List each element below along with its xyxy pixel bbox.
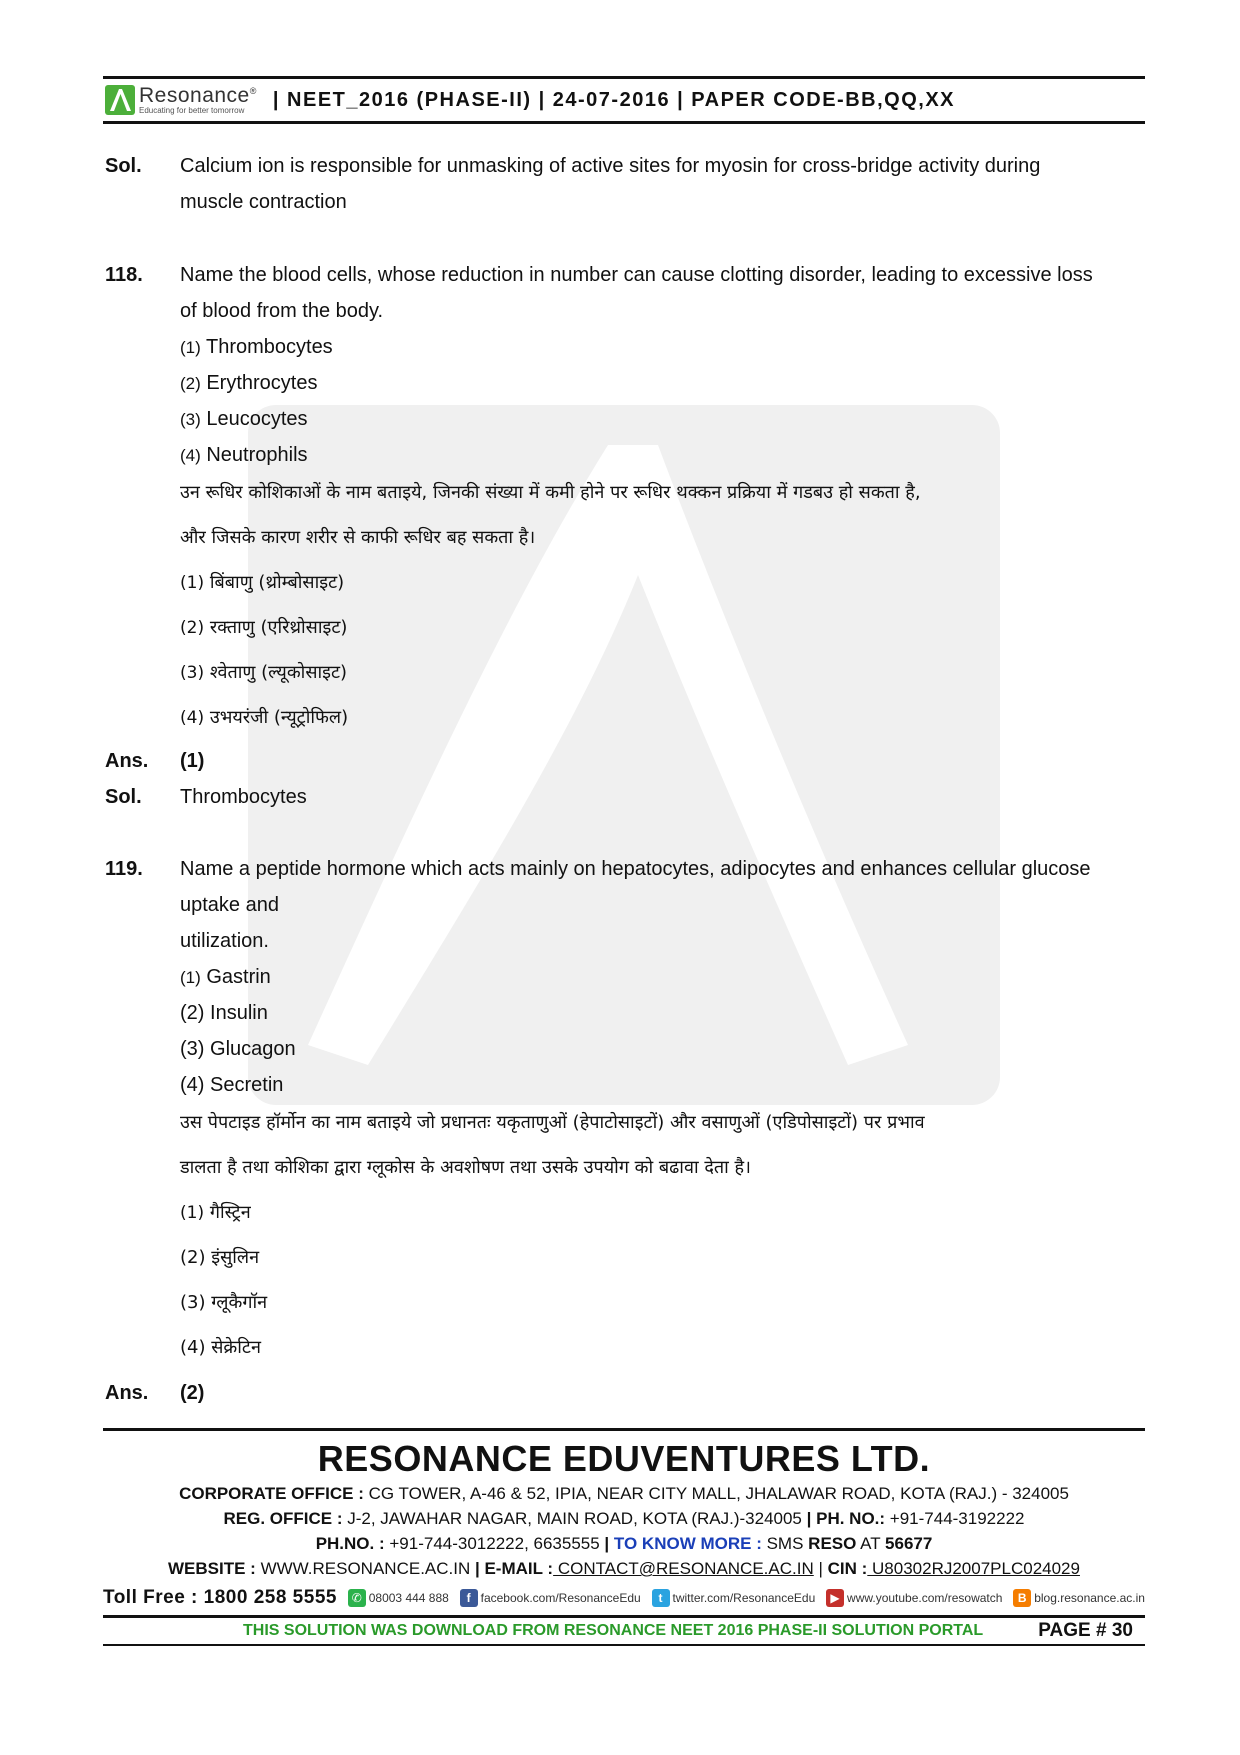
question-text: utilization.: [180, 930, 269, 952]
logo-name: Resonance®: [139, 84, 257, 107]
resonance-logo-icon: [105, 85, 135, 115]
option-text: Erythrocytes: [206, 372, 318, 394]
option-text: बिंबाणु (थ्रोम्बोसाइट): [204, 572, 345, 593]
answer-value: (1): [180, 750, 205, 772]
option-item: [180, 1072, 283, 1098]
option-number: (4): [180, 1337, 206, 1358]
option-number: (4): [180, 708, 205, 728]
option-item-hindi: [180, 1245, 259, 1271]
option-item: [180, 370, 318, 397]
corporate-office-line: CORPORATE OFFICE : CG TOWER, A-46 & 52, IPIA, NEAR CITY MALL, JHALAWAR ROAD, KOTA (RAJ.) - 324005: [179, 1484, 1069, 1503]
sol-text-line: Thrombocytes: [180, 786, 307, 808]
option-text: Secretin: [210, 1074, 284, 1096]
question-text: uptake and: [180, 894, 279, 916]
option-number: (3): [180, 1292, 206, 1313]
twitter-icon: t: [652, 1589, 670, 1607]
social-links: [103, 1585, 1145, 1611]
twitter-link[interactable]: t twitter.com/ResonanceEdu: [652, 1589, 816, 1607]
option-number: (1): [180, 573, 205, 593]
question-text: of blood from the body.: [180, 300, 384, 322]
option-item: [180, 442, 308, 469]
option-number: (3): [180, 410, 201, 429]
option-text: Neutrophils: [206, 444, 308, 466]
question-text: Name the blood cells, whose reduction in number can cause clotting disorder, leading to excessive loss: [180, 264, 1093, 286]
option-item-hindi: [180, 615, 347, 641]
sol-text-line: muscle contraction: [180, 191, 347, 213]
question-text-hindi: उस पेपटाइड हॉर्मोन का नाम बताइये जो प्रधानतः यकृताणुओं (हेपाटोसाइटों) और वसाणुओं (एडिपोसाइटों) पर प्रभाव: [180, 1112, 925, 1133]
question-text: Name a peptide hormone which acts mainly on hepatocytes, adipocytes and enhances cellular glucose: [180, 858, 1091, 880]
blog-link[interactable]: B blog.resonance.ac.in: [1013, 1589, 1145, 1607]
exam-info: | NEET_2016 (PHASE-II) | 24-07-2016 | PAPER CODE-BB,QQ,XX: [272, 88, 955, 111]
question-number: 119.: [105, 858, 143, 880]
watermark-arch-icon: [248, 405, 1000, 1105]
option-text: Thrombocytes: [200, 336, 333, 358]
blogger-icon: B: [1013, 1589, 1031, 1607]
option-number: (2): [180, 374, 201, 393]
email-link[interactable]: CONTACT@RESONANCE.AC.IN: [553, 1559, 814, 1578]
reg-office-line: REG. OFFICE : J-2, JAWAHAR NAGAR, MAIN ROAD, KOTA (RAJ.)-324005 | PH. NO.: +91-744-3192222: [223, 1509, 1025, 1528]
resonance-logo: [105, 85, 257, 115]
option-item: [180, 1000, 268, 1026]
option-text: ग्लूकैगॉन: [211, 1292, 268, 1313]
whatsapp-link[interactable]: ✆ 08003 444 888: [348, 1589, 449, 1607]
sol-label: Sol.: [105, 786, 142, 808]
option-item-hindi: [180, 1335, 261, 1361]
answer-label: Ans.: [105, 750, 149, 772]
option-item: [180, 964, 271, 991]
option-number: (2): [180, 1002, 205, 1024]
question-number: 118.: [105, 264, 143, 286]
page-number: PAGE # 30: [1038, 1620, 1133, 1641]
option-number: (4): [180, 446, 201, 465]
logo-tagline: Educating for better tomorrow: [139, 106, 245, 115]
option-text: श्वेताणु (ल्यूकोसाइट): [209, 662, 348, 683]
toll-free-number: Toll Free : 1800 258 5555: [103, 1587, 337, 1608]
answer-label: Ans.: [105, 1382, 149, 1404]
question-text-hindi: डालता है तथा कोशिका द्वारा ग्लूकोस के अवशोषण तथा उसके उपयोग को बढावा देता है।: [180, 1157, 751, 1178]
option-number: (3): [180, 663, 205, 683]
option-number: (1): [180, 338, 201, 357]
option-item-hindi: [180, 660, 347, 686]
option-text: Insulin: [210, 1002, 268, 1024]
option-item-hindi: [180, 1290, 267, 1316]
option-item-hindi: [180, 705, 348, 731]
option-number: (2): [180, 618, 205, 638]
sol-text-line: Calcium ion is responsible for unmasking of active sites for myosin for cross-bridge activity during: [180, 155, 1041, 177]
facebook-link[interactable]: f facebook.com/ResonanceEdu: [460, 1589, 641, 1607]
question-text-hindi: उन रूधिर कोशिकाओं के नाम बताइये, जिनकी संख्या में कमी होने पर रूधिर थक्कन प्रक्रिया में गडबउ हो सकता है,: [180, 482, 921, 503]
option-text: Gastrin: [206, 966, 271, 988]
option-number: (3): [180, 1038, 205, 1060]
option-text: इंसुलिन: [211, 1247, 260, 1268]
option-text: Leucocytes: [206, 408, 308, 430]
bottom-bar: [103, 1618, 1145, 1644]
option-text: गैस्ट्रिन: [209, 1202, 251, 1223]
option-text: रक्ताणु (एरिथ्रोसाइट): [209, 617, 348, 638]
footer-divider: [103, 1644, 1145, 1646]
option-text: सेक्रेटिन: [211, 1337, 261, 1358]
option-item: [180, 406, 308, 433]
page-header: [103, 76, 1145, 124]
youtube-icon: ▶: [826, 1589, 844, 1607]
option-number: (2): [180, 1247, 206, 1268]
option-text: उभयरंजी (न्यूट्रोफिल): [209, 707, 349, 728]
company-name: RESONANCE EDUVENTURES LTD.: [317, 1438, 931, 1479]
facebook-icon: f: [460, 1589, 478, 1607]
whatsapp-icon: ✆: [348, 1589, 366, 1607]
footer-divider: [103, 1428, 1145, 1431]
sol-label: Sol.: [105, 155, 142, 177]
option-number: (1): [180, 1203, 205, 1223]
page-footer: [103, 1428, 1145, 1646]
answer-value: (2): [180, 1382, 205, 1404]
option-text: Glucagon: [210, 1038, 296, 1060]
website-line: WEBSITE : WWW.RESONANCE.AC.IN | E-MAIL : CONTACT@RESONANCE.AC.IN | CIN : U80302RJ2007PLC024029: [168, 1559, 1080, 1578]
download-note: THIS SOLUTION WAS DOWNLOAD FROM RESONANCE NEET 2016 PHASE-II SOLUTION PORTAL: [243, 1622, 984, 1639]
option-number: (4): [180, 1074, 205, 1096]
question-text-hindi: और जिसके कारण शरीर से काफी रूधिर बह सकता है।: [180, 527, 536, 548]
option-item: [180, 1036, 296, 1062]
website-link[interactable]: WWW.RESONANCE.AC.IN: [255, 1559, 475, 1578]
phone-line: PH.NO. : +91-744-3012222, 6635555 | TO KNOW MORE : SMS RESO AT 56677: [315, 1534, 933, 1553]
option-item: [180, 334, 333, 361]
youtube-link[interactable]: ▶ www.youtube.com/resowatch: [826, 1589, 1002, 1607]
option-number: (1): [180, 968, 201, 987]
option-item-hindi: [180, 1200, 251, 1226]
watermark-logo: [248, 405, 1000, 1105]
option-item-hindi: [180, 570, 344, 596]
